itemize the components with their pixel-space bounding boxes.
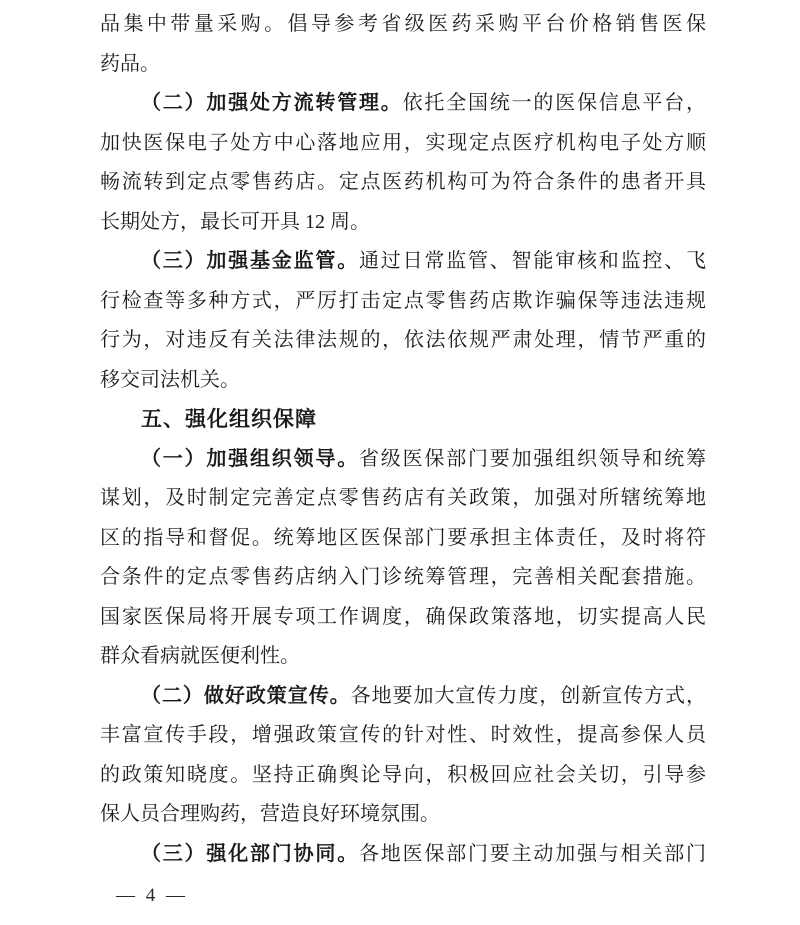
text-line bbox=[100, 361, 706, 401]
text-line bbox=[100, 242, 706, 282]
body-text: 行检查等多种方式，严厉打击定点零售药店欺诈骗保等违法违规 bbox=[100, 289, 706, 312]
body-text: 行为，对违反有关法律法规的，依法依规严肃处理，情节严重的 bbox=[100, 329, 706, 351]
text-line bbox=[100, 519, 706, 559]
body-text: 加快医保电子处方中心落地应用，实现定点医疗机构电子处方顺 bbox=[100, 131, 706, 154]
text-line bbox=[100, 321, 706, 361]
text-line bbox=[100, 124, 706, 164]
text-line bbox=[100, 716, 706, 756]
paragraph-lead-text: （二）加强处方流转管理。 bbox=[141, 92, 403, 114]
text-line bbox=[100, 45, 706, 85]
text-line bbox=[100, 637, 706, 677]
body-text: 国家医保局将开展专项工作调度，确保政策落地，切实提高人民 bbox=[100, 605, 706, 628]
text-line bbox=[100, 400, 706, 440]
body-text: 通过日常监管、智能审核和监控、飞 bbox=[359, 250, 706, 272]
text-line bbox=[100, 84, 706, 124]
text-line bbox=[100, 598, 706, 638]
body-text: 各地医保部门要主动加强与相关部门 bbox=[359, 842, 706, 865]
text-line bbox=[100, 163, 706, 203]
paragraph-lead-text: （二）做好政策宣传。 bbox=[141, 684, 351, 707]
body-text: 的政策知晓度。坚持正确舆论导向，积极回应社会关切，引导参 bbox=[100, 763, 706, 786]
text-line bbox=[100, 677, 706, 717]
body-text: 区的指导和督促。统筹地区医保部门要承担主体责任，及时将符 bbox=[100, 526, 706, 549]
paragraph-lead-text: （三）强化部门协同。 bbox=[141, 842, 359, 865]
text-line bbox=[100, 558, 706, 598]
body-text: 药品。 bbox=[100, 52, 160, 75]
body-text: 丰富宣传手段，增强政策宣传的针对性、时效性，提高参保人员 bbox=[100, 724, 706, 746]
body-text: 依托全国统一的医保信息平台， bbox=[402, 92, 706, 114]
text-line bbox=[100, 440, 706, 480]
document-body bbox=[100, 5, 706, 874]
body-text: 谋划，及时制定完善定点零售药店有关政策，加强对所辖统筹地 bbox=[100, 487, 706, 509]
text-line bbox=[100, 282, 706, 322]
paragraph-lead-text: （三）加强基金监管。 bbox=[141, 250, 359, 272]
text-line bbox=[100, 203, 706, 243]
body-text: 长期处方，最长可开具 12 周。 bbox=[100, 210, 370, 233]
text-line bbox=[100, 835, 706, 875]
text-line bbox=[100, 5, 706, 45]
body-text: 省级医保部门要加强组织领导和统筹 bbox=[359, 447, 706, 470]
page-number: — 4 — bbox=[116, 885, 188, 906]
body-text: 畅流转到定点零售药店。定点医药机构可为符合条件的患者开具 bbox=[100, 171, 706, 193]
body-text: 合条件的定点零售药店纳入门诊统筹管理，完善相关配套措施。 bbox=[100, 566, 706, 588]
body-text: 保人员合理购药，营造良好环境氛围。 bbox=[100, 803, 440, 825]
text-line bbox=[100, 795, 706, 835]
body-text: 移交司法机关。 bbox=[100, 368, 240, 391]
paragraph-lead-text: （一）加强组织领导。 bbox=[141, 447, 359, 470]
body-text: 群众看病就医便利性。 bbox=[100, 645, 300, 667]
body-text: 各地要加大宣传力度，创新宣传方式， bbox=[350, 684, 706, 707]
text-line bbox=[100, 756, 706, 796]
body-text: 品集中带量采购。倡导参考省级医药采购平台价格销售医保 bbox=[100, 13, 706, 35]
section-heading: 五、强化组织保障 bbox=[141, 408, 317, 431]
text-line bbox=[100, 479, 706, 519]
